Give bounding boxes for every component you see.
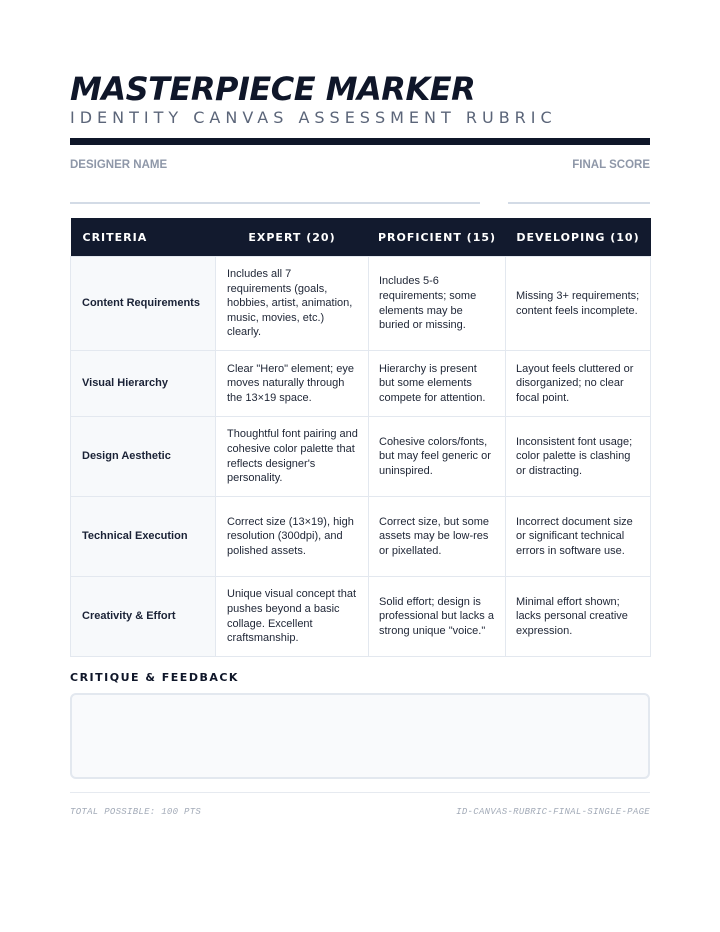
- table-row: [71, 577, 651, 657]
- footer-total-points: TOTAL POSSIBLE: 100 PTS: [70, 807, 202, 817]
- expert-cell: Clear "Hero" element; eye moves naturally through the 13×19 space.: [216, 351, 369, 417]
- criteria-cell: Technical Execution: [71, 497, 216, 577]
- developing-cell: Minimal effort shown; lacks personal creative expression.: [506, 577, 651, 657]
- criteria-cell: Design Aesthetic: [71, 417, 216, 497]
- developing-cell: Incorrect document size or significant technical errors in software use.: [506, 497, 651, 577]
- proficient-cell: Includes 5-6 requirements; some elements may be buried or missing.: [369, 257, 506, 351]
- critique-heading: CRITIQUE & FEEDBACK: [70, 671, 239, 684]
- footer-divider: [70, 792, 650, 793]
- critique-feedback-box[interactable]: [70, 693, 650, 779]
- expert-cell: Unique visual concept that pushes beyond a basic collage. Excellent craftsmanship.: [216, 577, 369, 657]
- header-divider: [70, 138, 650, 145]
- table-row: [71, 497, 651, 577]
- expert-cell: Includes all 7 requirements (goals, hobbies, artist, animation, music, movies, etc.) clearly.: [216, 257, 369, 351]
- page-title: MASTERPIECE MARKER: [70, 70, 476, 108]
- column-header-criteria: CRITERIA: [71, 218, 216, 257]
- table-row: [71, 351, 651, 417]
- expert-cell: Correct size (13×19), high resolution (300dpi), and polished assets.: [216, 497, 369, 577]
- proficient-cell: Hierarchy is present but some elements compete for attention.: [369, 351, 506, 417]
- rubric-table: [70, 218, 651, 657]
- expert-cell: Thoughtful font pairing and cohesive color palette that reflects designer's personality.: [216, 417, 369, 497]
- designer-name-field[interactable]: [70, 202, 480, 204]
- table-header-row: [71, 218, 651, 257]
- table-row: [71, 417, 651, 497]
- proficient-cell: Correct size, but some assets may be low-res or pixellated.: [369, 497, 506, 577]
- column-header-proficient: PROFICIENT (15): [369, 218, 506, 257]
- final-score-label: FINAL SCORE: [572, 159, 650, 171]
- criteria-cell: Visual Hierarchy: [71, 351, 216, 417]
- developing-cell: Layout feels cluttered or disorganized; no clear focal point.: [506, 351, 651, 417]
- column-header-expert: EXPERT (20): [216, 218, 369, 257]
- criteria-cell: Creativity & Effort: [71, 577, 216, 657]
- column-header-developing: DEVELOPING (10): [506, 218, 651, 257]
- criteria-cell: Content Requirements: [71, 257, 216, 351]
- page-subtitle: IDENTITY CANVAS ASSESSMENT RUBRIC: [70, 108, 557, 127]
- developing-cell: Inconsistent font usage; color palette is clashing or distracting.: [506, 417, 651, 497]
- developing-cell: Missing 3+ requirements; content feels incomplete.: [506, 257, 651, 351]
- proficient-cell: Cohesive colors/fonts, but may feel generic or uninspired.: [369, 417, 506, 497]
- footer-document-id: ID-CANVAS-RUBRIC-FINAL-SINGLE-PAGE: [456, 807, 650, 817]
- table-row: [71, 257, 651, 351]
- proficient-cell: Solid effort; design is professional but lacks a strong unique "voice.": [369, 577, 506, 657]
- designer-name-label: DESIGNER NAME: [70, 159, 168, 171]
- final-score-field[interactable]: [508, 202, 650, 204]
